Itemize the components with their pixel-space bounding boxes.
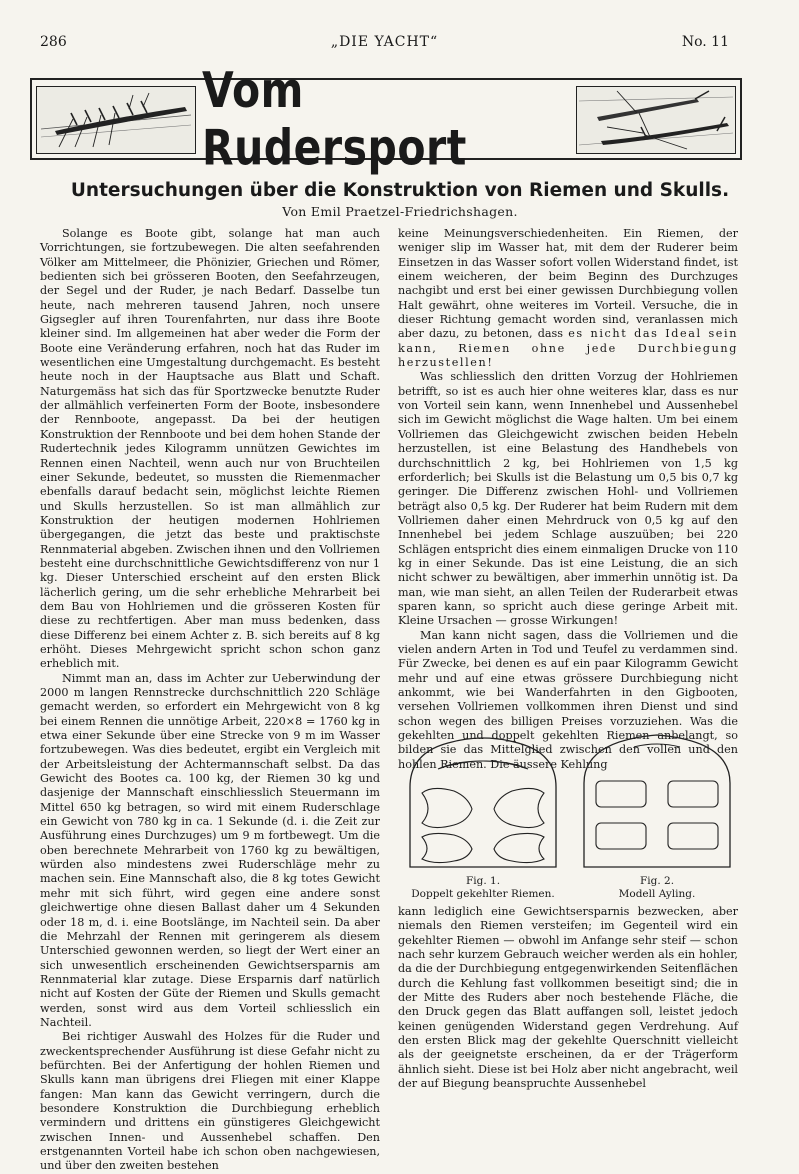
figure-2-label: Fig. 2. (639, 875, 675, 887)
banner-title: Vom Rudersport (202, 61, 467, 177)
figure-2 (572, 725, 742, 901)
figure-2-cross-section (572, 725, 742, 875)
section-banner (30, 61, 742, 177)
paragraph-text: keine Meinungsverschiedenheiten. Ein Riemen, der weniger slip im Wasser hat, mit dem der Ruderer beim Einsetzen in das Wasser sofort vollen Widerstand findet, ist einem weicheren, der beim Beginn des Durchzuges nachgibt und erst bei einer gewissen Durchbiegung vollen Halt gewährt, ohne weiteres im Vorteil. Versuche, die in dieser Richtung gemacht worden sind, veranlassen mich aber dazu, zu betonen, dass (398, 227, 738, 341)
figure-1-caption: Doppelt gekehlter Riemen. (411, 888, 555, 900)
paragraph: Man kann nicht sagen, dass die Vollriemen und die vielen andern Arten in Tod und Teufel zu verdammen sind. Für Zwecke, bei denen es auf ein paar Kilogramm Gewicht mehr und auf eine etwas grössere Durchbiegung nicht ankommt, wie bei Wanderfahrten in den Gigbooten, versehen Vollriemen vollkommen ihren Dienst und sind schon wegen des billigen Preises vorzuziehen. Was die gekehlten und doppelt gekehlten Riemen anbelangt, so bilden sie das Mittelglied zwischen den vollen und den hohlen Riemen. Die äussere Kehlung (398, 628, 738, 771)
banner-illustration-rowing-eight (36, 86, 196, 154)
page-number: 286 (40, 34, 67, 50)
banner-illustration-sculling (576, 86, 736, 154)
paragraph: kann lediglich eine Gewichtsersparnis bezwecken, aber niemals den Riemen versteifen; im Gegenteil wird ein gekehlter Riemen — obwohl im Anfange sehr steif — schon nach sehr kurzem Gebrauch weicher werden als ein hohler, da die der Durchbiegung entgegenwirkenden Seitenflächen durch die Kehlung fast vollkommen beseitigt sind; die in der Mitte des Ruders aber noch bestehende Fläche, die den Druck gegen das Blatt auffangen soll, leistet jedoch keinen genügenden Widerstand gegen Verdrehung. Auf den ersten Blick mag der gekehlte Querschnitt vielleicht als der geeignetste erscheinen, da er der Trägerform ähnlich sieht. Diese ist bei Holz aber nicht angebracht, weil der auf Biegung beanspruchte Aussenhebel (398, 905, 738, 1091)
paragraph: Bei richtiger Auswahl des Holzes für die Ruder und zweckentsprechender Ausführung ist diese Gefahr nicht zu befürchten. Bei der Anfertigung der hohlen Riemen und Skulls kann man übrigens drei Fliegen mit einer Klappe fangen: Man kann das Gewicht verringern, durch die besondere Konstruktion die Durchbiegung erheblich vermindern und drittens ein günstigeres Gleichgewicht zwischen Innen- und Aussenhebel schaffen. Den erstgenannten Vorteil habe ich schon oben nachgewiesen, und über den zweiten bestehen (40, 1030, 380, 1173)
article-title: Untersuchungen über die Konstruktion von Riemen und Skulls. (70, 180, 730, 201)
right-column-top (398, 227, 738, 772)
paragraph: Was schliesslich den dritten Vorzug der Hohlriemen betrifft, so ist es auch hier ohne weiteres klar, dass es nur von Vorteil sein kann, wenn Innenhebel und Aussenhebel sich im Gewicht möglichst die Wage halten. Um bei einem Vollriemen das Gleichgewicht zwischen beiden Hebeln herzustellen, ist eine Belastung des Handhebels von durchschnittlich 2 kg, bei Hohlriemen von 1,5 kg erforderlich; bei Skulls ist die Belastung um 0,5 bis 0,7 kg geringer. Die Differenz zwischen Hohl- und Vollriemen beträgt also 0,5 kg. Der Ruderer hat beim Rudern mit dem Vollriemen daher einen Mehrdruck von 0,5 kg auf den Innenhebel bei jedem Schlage auszuüben; bei 220 Schlägen entspricht dies einem einmaligen Drucke von 110 kg in einer Sekunde. Das ist eine Leistung, die an sich nicht schwer zu bewältigen, aber immerhin unnötig ist. Da man, wie man sieht, an allen Teilen der Ruderarbeit etwas sparen kann, so spricht auch diese geringe Arbeit mit. Kleine Ursachen — grosse Wirkungen! (398, 370, 738, 628)
figure-2-caption: Modell Ayling. (618, 888, 696, 900)
paragraph: Solange es Boote gibt, solange hat man auch Vorrichtungen, sie fortzubewegen. Die alten seefahrenden Völker am Mittelmeer, die Phönizier, Griechen und Römer, bedienten sich bei grösseren Booten, den Seefahrzeugen, der Segel und der Ruder, je nach Bedarf. Dasselbe tun heute, nach mehreren tausend Jahren, noch unsere Gigsegler auf ihren Tourenfahrten, nur dass ihre Boote kleiner sind. Im allgemeinen hat aber weder die Form der Boote eine Veränderung erfahren, noch hat das Ruder im wesentlichen eine Umgestaltung durchgemacht. Es besteht heute noch in der Hauptsache aus Blatt und Schaft. Naturgemäss hat sich das für Sportzwecke benutzte Ruder der allmählich verfeinerten Form der Boote, insbesondere der Rennboote, angepasst. Da bei der heutigen Konstruktion der Rennboote und bei dem hohen Stande der Rudertechnik jedes Kilogramm unnützen Gewichtes im Rennen einen Nachteil, wenn auch nur von Bruchteilen einer Sekunde, bedeutet, so mussten die Riemenmacher ebenfalls darauf bedacht sein, möglichst leichte Riemen und Skulls herzustellen. So ist man allmählich zur Konstruktion der heutigen modernen Hohlriemen übergegangen, die jetzt das beste und praktischste Rennmaterial abgeben. Zwischen ihnen und den Vollriemen besteht eine durchschnittliche Gewichtsdifferenz von nur 1 kg. Dieser Unterschied erscheint auf den ersten Blick lächerlich gering, um die sehr erhebliche Mehrarbeit bei dem Bau von Hohlriemen und die grösseren Kosten für diese zu rechtfertigen. Aber man muss bedenken, dass diese Differenz bei einem Achter z. B. sich bereits auf 8 kg erhöht. Dieses Mehrgewicht spricht schon schon ganz erheblich mit. (40, 227, 380, 671)
article-author: Von Emil Praetzel-Friedrichshagen. (282, 204, 518, 219)
figure-1-label: Fig. 1. (465, 875, 501, 887)
figure-1-cross-section (398, 725, 568, 875)
right-column-bottom (398, 905, 738, 1091)
running-head (40, 34, 729, 54)
paragraph: Nimmt man an, dass im Achter zur Ueberwindung der 2000 m langen Rennstrecke durchschnittlich 220 Schläge gemacht werden, so erfordert ein Mehrgewicht von 8 kg bei einem Rennen die unnötige Arbeit, 220×8 = 1760 kg in etwa einer Sekunde über eine Strecke von 9 m im Wasser fortzubewegen. Was dies bedeutet, ergibt ein Vergleich mit der Arbeitsleistung der Achtermannschaft selbst. Da das Gewicht des Bootes ca. 100 kg, der Riemen 30 kg und dasjenige der Mannschaft einschliesslich Steuermann im Mittel 650 kg betragen, so wird mit einem Ruderschlage ein Gewicht von 780 kg in ca. 1 Sekunde (d. i. die Zeit zur Ausführung eines Durchzuges) um 9 m fortbewegt. Um die oben berechnete Mehrarbeit von 1760 kg zu bewältigen, würden also mindestens zwei Ruderschläge mehr zu machen sein. Eine Mannschaft also, die 8 kg totes Gewicht mehr mit sich führt, wird gegen eine andere sonst gleichwertige ohne diesen Ballast daher um 4 Sekunden oder 18 m, d. i. eine Bootslänge, im Nachteil sein. Da aber die Mehrzahl der Rennen mit geringerem als diesem Unterschied gewonnen werden, so liegt der Wert einer an sich unwesentlich erscheinenden Gewichtsersparnis am Rennmaterial klar zutage. Diese Ersparnis darf natürlich nicht auf Kosten der Güte der Riemen und Skulls gemacht werden, sonst wird aus dem Vorteil schliesslich ein Nachteil. (40, 671, 380, 1029)
journal-title: „DIE YACHT“ (330, 34, 439, 50)
figure-1 (398, 725, 568, 901)
issue-number: No. 11 (681, 34, 729, 50)
left-column (40, 227, 380, 1174)
emphasized-text: es nicht das Ideal sein kann, Riemen ohne jede Durchbiegung herzustellen! (398, 327, 738, 370)
paragraph (398, 227, 738, 370)
